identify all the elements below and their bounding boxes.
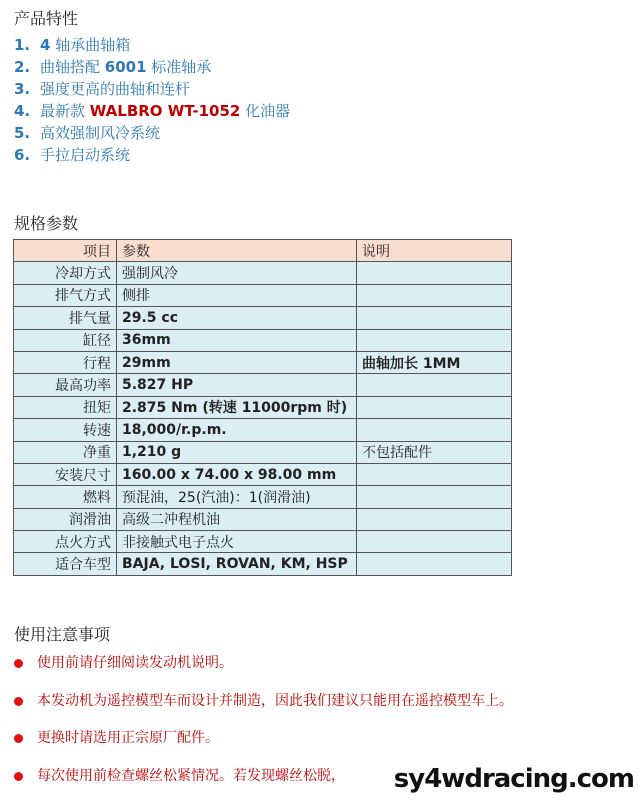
row-value: 18,000/r.p.m. [117,419,357,441]
row-label: 安装尺寸 [14,463,117,485]
row-note [357,329,512,351]
feature-number: 3. [14,78,40,100]
row-label: 转速 [14,419,117,441]
spec-heading: 规格参数 [14,211,78,234]
table-row [14,553,512,575]
row-label: 冷却方式 [14,262,117,284]
row-value: 高级二冲程机油 [117,508,357,530]
table-row [14,284,512,306]
usage-heading: 使用注意事项 [14,622,110,645]
row-value: 29mm [117,351,357,373]
feature-number: 1. [14,34,40,56]
table-row [14,307,512,329]
feature-number: 2. [14,56,40,78]
feature-item [14,56,290,78]
row-value: 29.5 cc [117,307,357,329]
row-value: BAJA, LOSI, ROVAN, KM, HSP [117,553,357,575]
note-text: 本发动机为遥控模型车而设计并制造，因此我们建议只能用在遥控模型车上。 [37,691,513,711]
feature-item [14,34,290,56]
row-value: 160.00 x 74.00 x 98.00 mm [117,463,357,485]
table-row [14,531,512,553]
bullet-icon [14,659,23,668]
row-note [357,486,512,508]
bullet-icon [14,734,23,743]
table-row [14,329,512,351]
row-label: 点火方式 [14,531,117,553]
feature-text-tail: 标准轴承 [147,58,212,76]
row-value: 强制风冷 [117,262,357,284]
row-note: 曲轴加长 1MM [357,351,512,373]
row-note [357,374,512,396]
feature-item [14,100,290,122]
row-note [357,307,512,329]
features-list [14,34,290,166]
row-label: 最高功率 [14,374,117,396]
table-row [14,396,512,418]
column-header-param: 参数 [117,240,357,262]
row-label: 缸径 [14,329,117,351]
table-row [14,463,512,485]
spec-table [13,239,512,576]
feature-text: 曲轴搭配 [40,58,105,76]
row-value: 非接触式电子点火 [117,531,357,553]
row-value: 1,210 g [117,441,357,463]
bullet-icon [14,697,23,706]
column-header-note: 说明 [357,240,512,262]
row-value: 预混油，25(汽油)：1(润滑油) [117,486,357,508]
feature-text-tail: 轴承曲轴箱 [50,36,130,54]
bullet-icon [14,772,23,781]
feature-text: 高效强制风冷系统 [40,124,160,142]
feature-text: 手拉启动系统 [40,146,130,164]
features-heading: 产品特性 [14,6,78,29]
list-item [14,728,634,766]
row-note [357,508,512,530]
feature-item [14,144,290,166]
row-note [357,531,512,553]
feature-highlight: WALBRO WT-1052 [90,102,241,120]
note-text: 每次使用前检查螺丝松紧情况。若发现螺丝松脱， [37,766,345,786]
feature-item [14,78,290,100]
watermark: sy4wdracing.com [394,764,634,794]
row-note [357,463,512,485]
spec-header-row [14,240,512,262]
table-row [14,508,512,530]
row-value: 2.875 Nm (转速 11000rpm 时) [117,396,357,418]
row-label: 燃料 [14,486,117,508]
feature-number: 6. [14,144,40,166]
feature-text: 最新款 [40,102,90,120]
table-row [14,374,512,396]
row-note [357,396,512,418]
row-label: 净重 [14,441,117,463]
row-note [357,262,512,284]
row-note [357,419,512,441]
feature-text-tail: 化油器 [240,102,290,120]
feature-bold: 4 [40,36,50,54]
feature-number: 4. [14,100,40,122]
row-label: 适合车型 [14,553,117,575]
note-text: 更换时请选用正宗原厂配件。 [37,728,219,748]
column-header-item: 项目 [14,240,117,262]
row-note: 不包括配件 [357,441,512,463]
row-label: 行程 [14,351,117,373]
table-row [14,419,512,441]
feature-text: 强度更高的曲轴和连杆 [40,80,190,98]
row-value: 5.827 HP [117,374,357,396]
note-text: 使用前请仔细阅读发动机说明。 [37,653,233,673]
table-row [14,262,512,284]
row-label: 排气方式 [14,284,117,306]
row-value: 36mm [117,329,357,351]
table-row [14,351,512,373]
feature-bold: 6001 [105,58,147,76]
row-label: 排气量 [14,307,117,329]
row-value: 侧排 [117,284,357,306]
table-row [14,441,512,463]
list-item [14,653,634,691]
row-label: 扭矩 [14,396,117,418]
row-label: 润滑油 [14,508,117,530]
row-note [357,284,512,306]
table-row [14,486,512,508]
list-item [14,691,634,729]
row-note [357,553,512,575]
feature-number: 5. [14,122,40,144]
feature-item [14,122,290,144]
